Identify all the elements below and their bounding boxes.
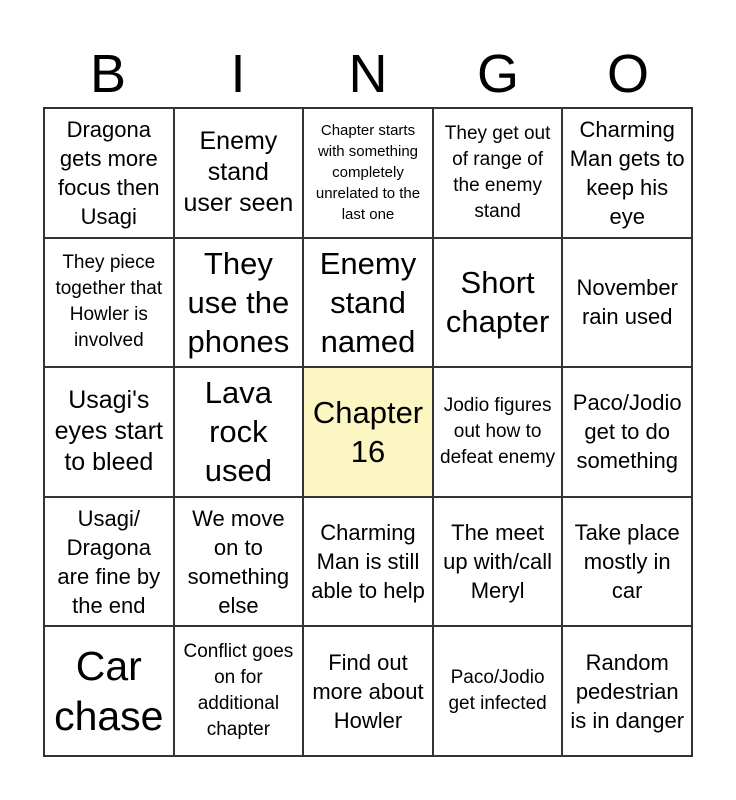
bingo-cell[interactable] bbox=[433, 626, 563, 756]
bingo-cell-text: We move on to something else bbox=[187, 505, 290, 618]
bingo-cell[interactable] bbox=[44, 497, 174, 627]
bingo-cell[interactable] bbox=[303, 626, 433, 756]
bingo-header bbox=[43, 44, 693, 104]
bingo-cell[interactable] bbox=[433, 497, 563, 627]
bingo-cell[interactable] bbox=[562, 497, 692, 627]
header-letter-i: I bbox=[230, 44, 246, 104]
bingo-cell-text: Car chase bbox=[54, 643, 164, 740]
bingo-cell-text: Random pedestrian is in danger bbox=[570, 649, 685, 733]
bingo-cell-text: Enemy stand user seen bbox=[183, 127, 294, 218]
bingo-cell-text: November rain used bbox=[576, 275, 678, 330]
bingo-cell-text: Charming Man is still able to help bbox=[311, 520, 425, 604]
header-letter-g: G bbox=[476, 44, 519, 104]
bingo-cell[interactable] bbox=[44, 238, 174, 368]
bingo-cell[interactable] bbox=[433, 238, 563, 368]
bingo-cell-text: Charming Man gets to keep his eye bbox=[569, 116, 685, 229]
bingo-cell-text: They piece together that Howler is involved bbox=[55, 252, 163, 352]
header-letter-o: O bbox=[606, 44, 649, 104]
bingo-cell[interactable] bbox=[44, 108, 174, 238]
bingo-cell[interactable] bbox=[303, 108, 433, 238]
bingo-cell[interactable] bbox=[433, 108, 563, 238]
bingo-cell[interactable] bbox=[562, 108, 692, 238]
bingo-cell-text: They use the phones bbox=[187, 245, 290, 359]
bingo-cell[interactable] bbox=[562, 367, 692, 497]
bingo-cell[interactable] bbox=[174, 497, 304, 627]
bingo-cell-text: The meet up with/call Meryl bbox=[443, 520, 553, 604]
bingo-cell-text: Take place mostly in car bbox=[574, 520, 680, 604]
bingo-cell-text: Chapter 16 bbox=[312, 394, 424, 469]
bingo-cell-text: Usagi's eyes start to bleed bbox=[54, 386, 163, 477]
bingo-cell-text: Paco/Jodio get to do something bbox=[572, 390, 682, 474]
bingo-cell[interactable] bbox=[44, 367, 174, 497]
bingo-free-cell[interactable] bbox=[303, 367, 433, 497]
bingo-cell-text: Short chapter bbox=[445, 265, 550, 340]
bingo-cell-text: They get out of range of the enemy stand bbox=[444, 122, 551, 222]
bingo-cell-text: Jodio figures out how to defeat enemy bbox=[440, 394, 556, 468]
bingo-cell-text: Usagi/ Dragona are fine by the end bbox=[57, 505, 161, 618]
bingo-grid bbox=[43, 107, 693, 757]
bingo-cell[interactable] bbox=[174, 238, 304, 368]
bingo-cell[interactable] bbox=[303, 238, 433, 368]
bingo-cell[interactable] bbox=[44, 626, 174, 756]
bingo-cell[interactable] bbox=[562, 626, 692, 756]
bingo-cell-text: Conflict goes on for additional chapter bbox=[183, 641, 294, 741]
header-letter-b: B bbox=[89, 44, 127, 104]
bingo-cell[interactable] bbox=[174, 367, 304, 497]
bingo-cell-text: Lava rock used bbox=[204, 375, 272, 489]
bingo-cell-text: Dragona gets more focus then Usagi bbox=[58, 116, 160, 229]
bingo-cell[interactable] bbox=[562, 238, 692, 368]
bingo-cell-text: Enemy stand named bbox=[319, 245, 417, 359]
bingo-cell[interactable] bbox=[303, 497, 433, 627]
bingo-cell[interactable] bbox=[174, 626, 304, 756]
bingo-cell[interactable] bbox=[174, 108, 304, 238]
bingo-cell-text: Paco/Jodio get infected bbox=[448, 667, 547, 715]
bingo-cell-text: Chapter starts with something completely unrelated to the last one bbox=[315, 122, 421, 224]
bingo-cell-text: Find out more about Howler bbox=[312, 649, 424, 733]
bingo-cell[interactable] bbox=[433, 367, 563, 497]
header-letter-n: N bbox=[348, 44, 388, 104]
